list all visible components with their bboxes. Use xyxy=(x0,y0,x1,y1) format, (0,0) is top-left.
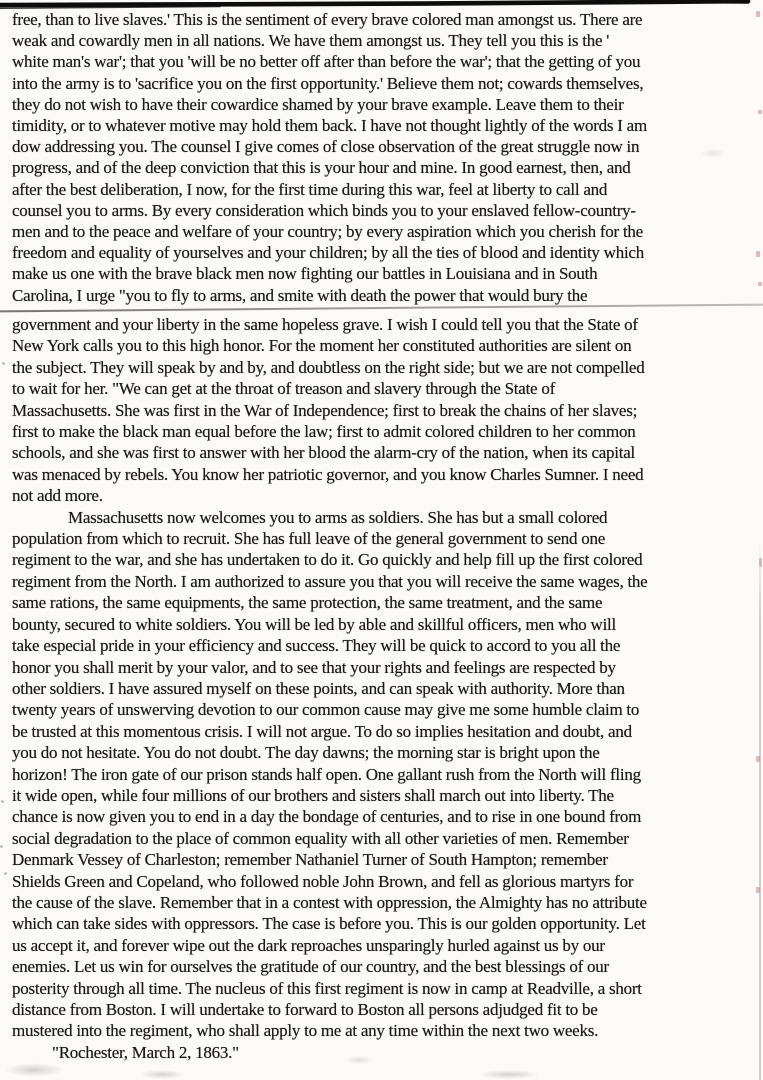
text-line: mustered into the regiment, who shall apply to me at any time within the next two weeks. xyxy=(12,1021,599,1041)
toner-dot xyxy=(0,845,3,848)
text-line: counsel you to arms. By every consideration which binds you to your enslaved fellow-country- xyxy=(12,200,636,220)
text-line: free, than to live slaves.' This is the sentiment of every brave colored man amongst us. There are xyxy=(12,10,643,29)
text-line: be trusted at this momentous crisis. I will not argue. To do so implies hesitation and doubt, and xyxy=(12,721,632,741)
text-line: progress, and of the deep conviction that this is your hour and mine. In good earnest, then, and xyxy=(12,158,631,178)
red-edge-mark xyxy=(756,251,760,257)
text-line: other soldiers. I have assured myself on these points, and can speak with authority. More than xyxy=(12,678,625,698)
text-line: schools, and she was first to answer with her blood the alarm-cry of the nation, when its capital xyxy=(12,443,635,463)
scan-section-bottom xyxy=(12,314,763,1063)
scan-smudge xyxy=(478,1070,540,1079)
text-line: weak and cowardly men in all nations. We have them amongst us. They tell you this is the ' xyxy=(12,31,610,51)
toner-dot xyxy=(1,800,4,803)
text-line: "Rochester, March 2, 1863." xyxy=(12,1042,239,1062)
text-line: Massachusetts now welcomes you to arms as soldiers. She has but a small colored xyxy=(12,507,608,527)
red-edge-mark xyxy=(756,756,760,762)
text-line: white man's war'; that you 'will be no better off after than before the war'; that the getting of you xyxy=(12,52,641,72)
text-line: take especial pride in your efficiency and success. They will be quick to accord to you all the xyxy=(12,636,621,656)
text-line: distance from Boston. I will undertake to forward to Boston all persons adjudged fit to be xyxy=(12,1000,598,1019)
text-line: same rations, the same equipments, the same protection, the same treatment, and the same xyxy=(12,593,603,613)
text-line: twenty years of unswerving devotion to our common cause may give me some humble claim to xyxy=(12,700,640,720)
text-line: the subject. They will speak by and by, and doubtless on the right side; but we are not compelled xyxy=(12,357,645,377)
text-line: Carolina, I urge "you to fly to arms, and smite with death the power that would bury the xyxy=(12,285,588,305)
text-line: freedom and equality of yourselves and your children; by all the ties of blood and identity which xyxy=(12,243,644,263)
red-edge-mark xyxy=(758,110,762,114)
scan-smudge xyxy=(140,1070,185,1079)
text-line: posterity through all time. The nucleus of this first regiment is now in camp at Readville, a short xyxy=(12,978,642,998)
text-line: the cause of the slave. Remember that in a contest with oppression, the Almighty has no attribute xyxy=(12,892,647,912)
text-line: to wait for her. "We can get at the throat of treason and slavery through the State of xyxy=(12,379,555,399)
red-edge-mark xyxy=(756,11,760,17)
text-line: Shields Green and Copeland, who followed noble John Brown, and fell as glorious martyrs for xyxy=(12,871,634,891)
text-line: horizon! The iron gate of our prison stands half open. One gallant rush from the North will fling xyxy=(12,764,641,784)
text-line: New York calls you to this high honor. For the moment her constituted authorities are silent on xyxy=(12,336,632,356)
text-line: government and your liberty in the same hopeless grave. I wish I could tell you that the State of xyxy=(12,315,638,334)
text-line: they do not wish to have their cowardice shamed by your brave example. Leave them to their xyxy=(12,94,624,114)
scan-section-top xyxy=(12,9,763,306)
text-line: it wide open, while four millions of our brothers and sisters shall march out into liberty. The xyxy=(12,785,614,805)
text-line: first to make the black man equal before the law; first to admit colored children to her common xyxy=(12,422,636,442)
text-line: honor you shall merit by your valor, and to see that your rights and feelings are respected by xyxy=(12,657,616,677)
text-line: Denmark Vessey of Charleston; remember Nathaniel Turner of South Hampton; remember xyxy=(12,850,608,870)
scan-smudge xyxy=(4,1063,64,1077)
red-edge-mark xyxy=(758,282,762,286)
red-edge-mark xyxy=(759,558,762,567)
text-line: you do not hesitate. You do not doubt. The day dawns; the morning star is bright upon the xyxy=(12,743,600,763)
text-line: population from which to recruit. She has full leave of the general government to send one xyxy=(12,529,606,549)
text-line: bounty, secured to white soldiers. You will be led by able and skillful officers, men who will xyxy=(12,614,616,634)
text-line: men and to the peace and welfare of your country; by every aspiration which you cherish for the xyxy=(12,222,643,242)
text-line: timidity, or to whatever motive may hold them back. I have not thought lightly of the words I am xyxy=(12,116,647,136)
red-edge-mark xyxy=(756,887,760,893)
text-line: Massachusetts. She was first in the War of Independence; first to break the chains of her slaves; xyxy=(12,400,638,420)
paper-edge-line xyxy=(759,540,761,1080)
toner-dot xyxy=(4,872,7,875)
text-line: into the army is to 'sacrifice you on the first opportunity.' Believe them not; cowards themselves, xyxy=(12,73,644,93)
text-line: not add more. xyxy=(12,486,103,506)
text-line: make us one with the brave black men now fighting our battles in Louisiana and in South xyxy=(12,264,598,284)
toner-dot xyxy=(2,362,5,365)
text-line: after the best deliberation, I now, for the first time during this war, feel at liberty to call and xyxy=(12,179,608,199)
text-line: dow addressing you. The counsel I give comes of close observation of the great struggle now in xyxy=(12,137,640,157)
text-line: regiment from the North. I am authorized to assure you that you will receive the same wages, the xyxy=(12,571,648,591)
text-line: regiment to the war, and she has undertaken to do it. Go quickly and help fill up the first colored xyxy=(12,550,643,570)
text-line: us accept it, and forever wipe out the dark reproaches unsparingly hurled against us by our xyxy=(12,935,605,955)
text-line: was menaced by rebels. You know her patriotic governor, and you know Charles Sumner. I need xyxy=(12,464,644,484)
text-line: social degradation to the place of common equality with all other varieties of men. Remember xyxy=(12,828,629,848)
text-line: which can take sides with oppressors. The case is before you. This is our golden opportunity. Let xyxy=(12,914,646,934)
text-line: chance is now given you to end in a day the bondage of centuries, and to rise in one bound from xyxy=(12,807,642,827)
text-line: enemies. Let us win for ourselves the gratitude of our country, and the best blessings of our xyxy=(12,957,609,977)
